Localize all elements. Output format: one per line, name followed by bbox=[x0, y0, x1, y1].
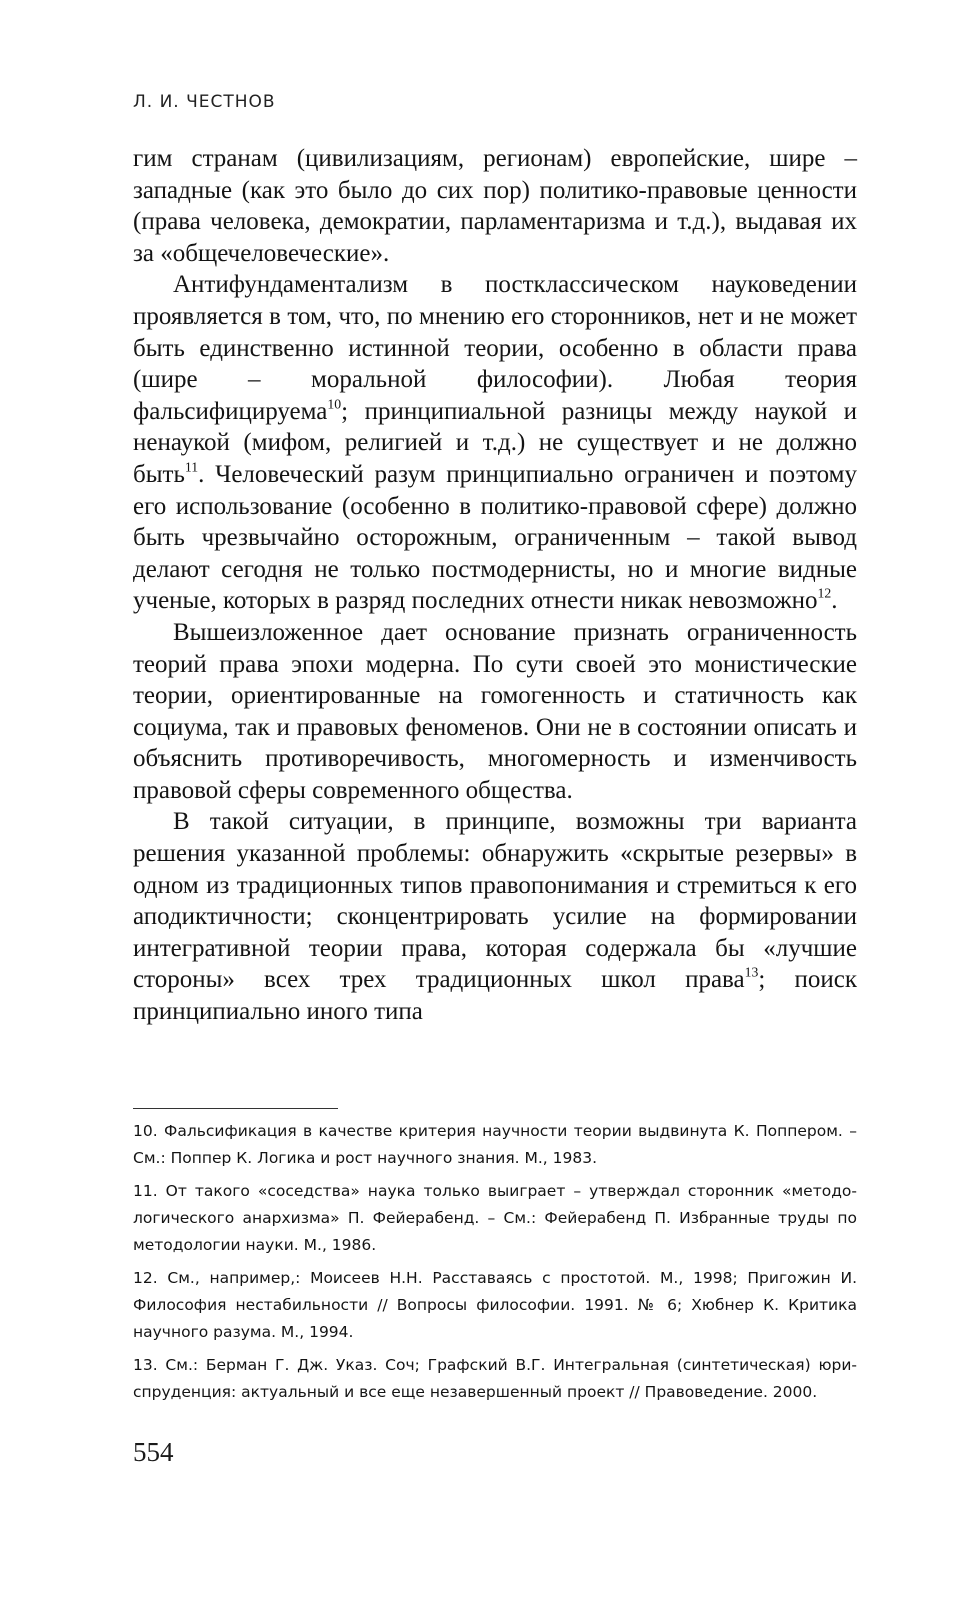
paragraph-1-text: гим странам (цивилизациям, регионам) европейские, шире – западные (как это было до сих пор) политико-правовые ценности (права человека, демократии, парламентаризма и т.д.), выдавая их за «общечеловеческие». bbox=[133, 145, 857, 267]
main-text bbox=[133, 143, 857, 1028]
footnote-10: 10. Фальсификация в качестве критерия научности теории выдвинута К. Поппером. – См.: Поппер К. Логика и рост научного знания. М., 1983. bbox=[133, 1122, 857, 1167]
footnote-12: 12. См., например,: Моисеев Н.Н. Расставаясь с простотой. М., 1998; Пригожин И. Философия нестабильности // Вопросы философии. 1991. № 6; Хюбнер К. Критика научного разума. М., 1994. bbox=[133, 1269, 857, 1341]
paragraph-2-part-1: Антифундаментализм в постклассическом науковедении проявляется в том, что, по мнению его сторонников, нет и не может быть единственно истинной теории, особенно в области права (шире – моральной философии). Любая теория фальсифицируема bbox=[133, 271, 857, 425]
footnote-11: 11. От такого «соседства» наука только выиграет – утверждал сторонник «методологического анархизма» П. Фейерабенд. – См.: Фейерабенд П. Избранные труды по методологии науки. М., 1986. bbox=[133, 1182, 857, 1254]
paragraph-2-part-3: . Человеческий разум принципиально ограничен и поэтому его использование (особенно в политико-правовой сфере) должно быть чрезвычайно осторожным, ограниченным – такой вывод делают сегодня не только постмодернисты, но и многие видные ученые, которых в разряд последних отнести никак невозможно bbox=[133, 460, 857, 615]
paragraph-2-part-4: . bbox=[831, 587, 838, 615]
footnote-ref-11[interactable]: 11 bbox=[184, 459, 199, 475]
paragraph-1 bbox=[133, 143, 857, 269]
footnote-13: 13. См.: Берман Г. Дж. Указ. Соч; Графский В.Г. Интегральная (синтетическая) юриспруденция: актуальный и все еще незавершенный проект // Правоведение. 2000. bbox=[133, 1356, 857, 1401]
footnote-divider bbox=[133, 1108, 338, 1109]
running-head-author: Л. И. ЧЕСТНОВ bbox=[133, 92, 276, 112]
footnotes bbox=[133, 1118, 857, 1412]
paragraph-2-part-2: ; принципиальной разницы между наукой и ненаукой (мифом, религией и т.д.) не существует и не должно быть bbox=[133, 397, 857, 488]
paragraph-2 bbox=[133, 269, 857, 617]
footnote-ref-13[interactable]: 13 bbox=[744, 965, 759, 981]
paragraph-3-text: Вышеизложенное дает основание признать ограниченность теорий права эпохи модерна. По сути своей это монистические теории, ориентированные на гомогенность и статичность как социума, так и правовых феноменов. Они не в состоянии описать и объяснить противоречивость, многомерность и изменчивость правовой сферы современного общества. bbox=[133, 618, 857, 804]
footnote-ref-12[interactable]: 12 bbox=[817, 586, 832, 601]
paragraph-3 bbox=[133, 617, 857, 807]
footnote-ref-10[interactable]: 10 bbox=[327, 396, 342, 412]
paragraph-4-part-1: В такой ситуации, в принципе, возможны три варианта решения указанной проблемы: обнаружить «скрытые резервы» в одном из традиционных типов правопонимания и стремиться к его аподиктичности; сконцентрировать усилие на формировании интегративной теории права, которая содержала бы «лучшие стороны» всех трех традиционных школ права bbox=[133, 808, 857, 994]
paragraph-4 bbox=[133, 806, 857, 1027]
page-number: 554 bbox=[133, 1437, 174, 1467]
paragraph-4-part-2: ; поиск принципиально иного типа bbox=[133, 966, 857, 1026]
